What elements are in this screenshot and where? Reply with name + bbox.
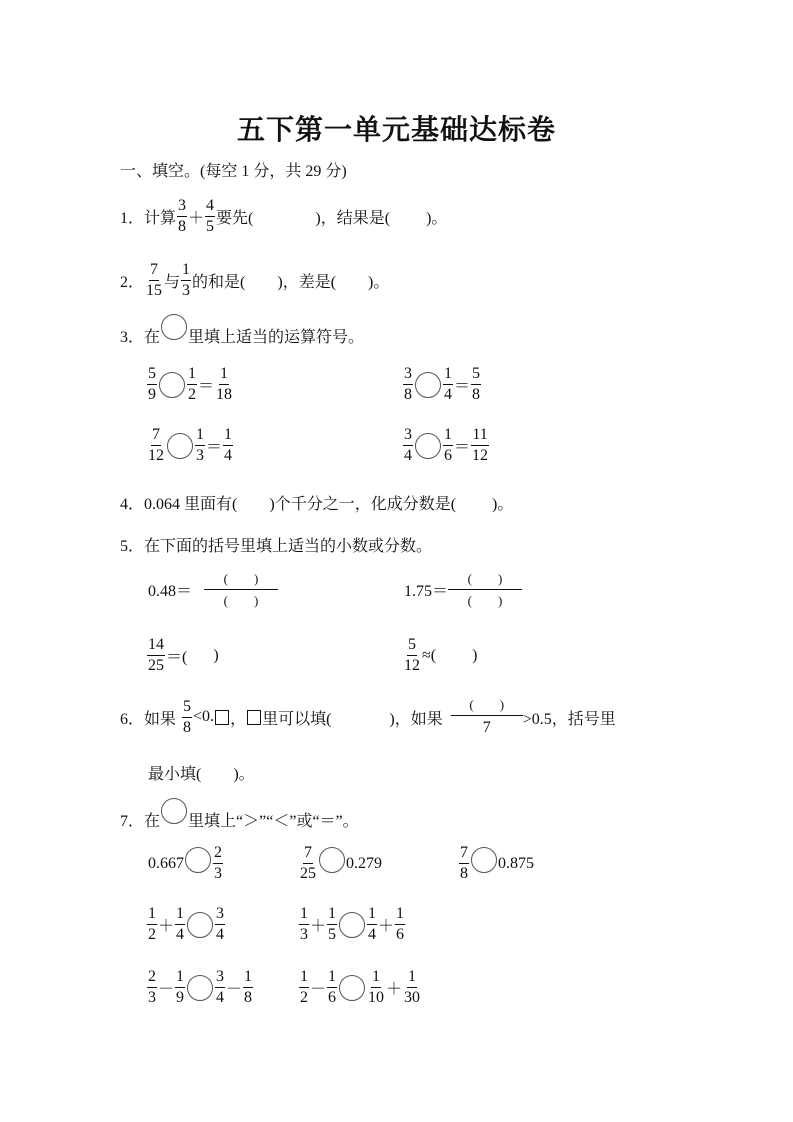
question-text: )。: [368, 274, 390, 291]
question-6: [120, 698, 616, 736]
math-text: 5: [407, 637, 417, 656]
fraction: [181, 262, 191, 299]
question-4: [120, 491, 513, 514]
math-text: 1: [175, 969, 185, 988]
math-text: 1: [407, 969, 417, 988]
question-text: )。: [426, 210, 448, 227]
fraction: [299, 906, 309, 943]
math-text: 9: [176, 989, 185, 1006]
question-number: 6．: [120, 710, 145, 728]
math-text: 1: [299, 969, 309, 988]
answer-fraction[interactable]: [448, 572, 522, 607]
math-text: 1: [223, 427, 233, 446]
fraction: [403, 366, 413, 403]
math-text: 4: [404, 447, 412, 464]
math-text: 4: [224, 447, 233, 464]
fraction: [403, 427, 413, 464]
math-text: 25: [148, 657, 164, 674]
math-text: ＝: [454, 439, 471, 456]
math-text: 6: [444, 447, 452, 464]
math-text: ＝: [206, 439, 223, 456]
math-text: －: [310, 981, 327, 998]
math-text: －: [158, 981, 175, 998]
fraction: [443, 427, 453, 464]
question-text: )，差是(: [277, 274, 337, 291]
math-text: 30: [404, 989, 421, 1006]
math-text: ＝: [198, 378, 215, 395]
math-text: ( ): [451, 698, 523, 716]
fraction: [215, 969, 225, 1006]
q7-r1-item-2: [298, 845, 382, 882]
math-text: 0.667: [148, 854, 184, 872]
math-text: ＋: [158, 918, 175, 935]
math-text: )，如果: [389, 710, 443, 728]
question-text: )个千分之一，化成分数是(: [269, 496, 457, 513]
math-text: 6: [328, 989, 337, 1006]
answer-circle[interactable]: [339, 975, 365, 1001]
math-text: ): [472, 646, 478, 664]
question-6-line-2: [148, 761, 255, 784]
math-text: 1: [187, 366, 197, 385]
question-5: [120, 533, 432, 556]
q7-r2-item-2: [298, 906, 406, 943]
math-text: 1: [367, 906, 377, 925]
math-text: 2: [148, 926, 156, 943]
math-text: 3: [215, 969, 225, 988]
fraction: [175, 969, 185, 1006]
math-text: 4: [176, 926, 185, 943]
fraction: [223, 427, 233, 464]
math-text: 6: [396, 926, 405, 943]
math-text: 11: [471, 427, 488, 446]
math-text: 14: [147, 637, 165, 656]
fraction: [395, 906, 405, 943]
answer-fraction[interactable]: [204, 572, 278, 607]
fraction: [147, 637, 165, 674]
math-text: ( ): [448, 572, 522, 590]
math-text: 1: [327, 906, 337, 925]
question-text: 在: [144, 328, 161, 346]
answer-circle[interactable]: [339, 912, 365, 938]
math-text: 5: [206, 218, 215, 235]
math-text: 3: [196, 447, 204, 464]
math-text: 1: [243, 969, 253, 988]
math-text: ≈(: [422, 646, 437, 664]
math-text: 0.279: [346, 854, 382, 872]
math-text: 8: [244, 989, 253, 1006]
fraction: [205, 198, 215, 235]
fraction: [471, 427, 489, 464]
math-text: 15: [146, 282, 163, 299]
answer-circle[interactable]: [167, 433, 193, 459]
math-text: 1: [219, 366, 229, 385]
question-7: [120, 806, 359, 832]
operator: ＋: [188, 210, 205, 227]
math-text: 3: [403, 366, 413, 385]
math-text: 3: [215, 906, 225, 925]
math-text: 2: [213, 845, 223, 864]
math-text: 4: [368, 926, 377, 943]
answer-circle[interactable]: [415, 372, 441, 398]
fraction: [147, 366, 157, 403]
math-text: 7: [482, 719, 491, 736]
question-3: [120, 322, 364, 348]
math-text: 7: [149, 262, 159, 281]
math-text: 1.75＝: [404, 583, 449, 600]
fraction: [367, 969, 385, 1006]
q5-item-2: [404, 572, 522, 607]
math-text: ＝: [454, 378, 471, 395]
fraction: [147, 906, 157, 943]
math-text: 1: [395, 906, 405, 925]
math-text: 8: [183, 718, 192, 736]
q5-item-4: [402, 637, 477, 674]
question-number: 1．: [120, 210, 145, 227]
q7-r3-item-1: [146, 969, 254, 1006]
math-text: 里填上“＞”“＜”或“＝”。: [188, 812, 359, 830]
math-text: 8: [472, 386, 481, 403]
math-text: 10: [368, 989, 385, 1006]
math-text: 0.48＝: [148, 583, 193, 600]
math-text: 1: [371, 969, 381, 988]
math-text: 8: [460, 865, 468, 882]
math-text: 4: [444, 386, 452, 403]
answer-circle[interactable]: [187, 912, 213, 938]
square-blank-icon: [215, 710, 229, 725]
page-title: 五下第一单元基础达标卷: [236, 115, 556, 146]
answer-circle[interactable]: [415, 433, 441, 459]
answer-circle[interactable]: [471, 847, 497, 873]
question-text: 里填上适当的运算符号。: [188, 328, 365, 346]
math-text: 18: [216, 386, 233, 403]
math-text: <0.: [193, 708, 215, 725]
math-text: 2: [188, 386, 196, 403]
math-text: 7: [151, 427, 161, 446]
q3-item-2: [402, 366, 482, 403]
fraction: [147, 427, 165, 464]
math-text: 5: [147, 366, 157, 385]
question-text: 计算: [144, 210, 177, 227]
math-text: 3: [148, 989, 156, 1006]
q7-r2-item-1: [146, 906, 226, 943]
fraction: [459, 845, 469, 882]
math-text: 5: [328, 926, 337, 943]
question-number: 4．: [120, 496, 145, 513]
math-text: 3: [300, 926, 308, 943]
fraction: [443, 366, 453, 403]
q3-item-4: [402, 427, 490, 464]
fraction: [327, 906, 337, 943]
q5-item-1: [148, 572, 278, 607]
question-2: [120, 262, 389, 299]
math-text: 里可以填(: [262, 710, 332, 728]
math-text: 12: [148, 447, 164, 464]
q7-r1-item-3: [458, 845, 534, 882]
fraction: [177, 198, 187, 235]
math-text: 4: [216, 926, 225, 943]
fraction: [403, 969, 421, 1006]
math-text: 0.875: [498, 854, 534, 872]
math-text: >0.5，括号里: [522, 710, 616, 728]
fraction: [187, 366, 197, 403]
math-text: 3: [403, 427, 413, 446]
math-text: 12: [404, 657, 420, 674]
circle-icon: [161, 798, 187, 824]
math-text: 12: [472, 447, 489, 464]
math-text: ( ): [223, 593, 259, 608]
q7-r3-item-2: [298, 969, 422, 1006]
math-text: 3: [214, 865, 222, 882]
math-text: ( ): [204, 572, 278, 590]
math-text: －: [226, 981, 243, 998]
math-text: 1: [147, 906, 157, 925]
circle-icon: [161, 314, 187, 340]
math-text: ): [213, 646, 219, 664]
math-text: ＋: [378, 918, 395, 935]
question-text: 的和是(: [192, 274, 246, 291]
fraction: [195, 427, 205, 464]
math-text: 8: [178, 218, 187, 235]
math-text: 5: [182, 699, 192, 718]
math-text: 25: [300, 865, 316, 882]
fraction: [367, 906, 377, 943]
fraction: [147, 969, 157, 1006]
fraction: [327, 969, 337, 1006]
fraction: [213, 845, 223, 882]
math-text: 1: [327, 969, 337, 988]
math-text: 8: [404, 386, 412, 403]
math-text: 5: [471, 366, 481, 385]
math-text: 4: [205, 198, 215, 217]
q7-r1-item-1: [148, 845, 224, 882]
answer-fraction[interactable]: [451, 698, 523, 736]
question-number: 2．: [120, 274, 145, 291]
question-number: 5．: [120, 538, 145, 555]
math-text: ＋: [310, 918, 327, 935]
question-text: 如果: [144, 710, 177, 728]
fraction: [299, 845, 317, 882]
question-text: )，结果是(: [315, 210, 391, 227]
q3-item-1: [146, 366, 234, 403]
question-text: 与: [164, 274, 181, 291]
math-text: 最小填(: [148, 766, 202, 783]
fraction: [145, 262, 163, 299]
answer-circle[interactable]: [187, 975, 213, 1001]
answer-circle[interactable]: [185, 847, 211, 873]
math-text: 7: [459, 845, 469, 864]
math-text: ，: [230, 710, 247, 728]
math-text: 1: [443, 427, 453, 446]
square-blank-icon: [247, 710, 261, 725]
question-text: 0.064 里面有(: [144, 496, 238, 513]
question-text: )。: [492, 496, 514, 513]
math-text: ＝(: [166, 649, 188, 666]
question-1: [120, 198, 447, 235]
fraction: [299, 969, 309, 1006]
math-text: 2: [300, 989, 308, 1006]
answer-circle[interactable]: [159, 372, 185, 398]
math-text: 1: [181, 262, 191, 281]
math-text: 9: [148, 386, 156, 403]
math-text: 2: [147, 969, 157, 988]
math-text: 1: [175, 906, 185, 925]
math-text: )。: [233, 766, 255, 783]
math-text: 4: [216, 989, 225, 1006]
q3-item-3: [146, 427, 234, 464]
question-number: 7．: [120, 812, 145, 830]
answer-circle[interactable]: [319, 847, 345, 873]
math-text: 在: [144, 812, 161, 830]
math-text: 3: [182, 282, 191, 299]
fraction: [471, 366, 481, 403]
fraction: [175, 906, 185, 943]
question-number: 3．: [120, 328, 145, 346]
math-text: 1: [443, 366, 453, 385]
fraction: [182, 699, 192, 736]
math-text: 3: [177, 198, 187, 217]
math-text: 7: [303, 845, 313, 864]
fraction: [215, 906, 225, 943]
q5-item-3: [146, 637, 219, 674]
question-text: 要先(: [216, 210, 254, 227]
question-text: 在下面的括号里填上适当的小数或分数。: [144, 538, 433, 555]
fraction: [215, 366, 233, 403]
math-text: ＋: [386, 981, 403, 998]
fraction: [403, 637, 421, 674]
math-text: ( ): [467, 593, 503, 608]
math-text: 1: [195, 427, 205, 446]
section-header: 一、填空。(每空 1 分，共 29 分): [120, 163, 347, 180]
fraction: [243, 969, 253, 1006]
math-text: 1: [299, 906, 309, 925]
